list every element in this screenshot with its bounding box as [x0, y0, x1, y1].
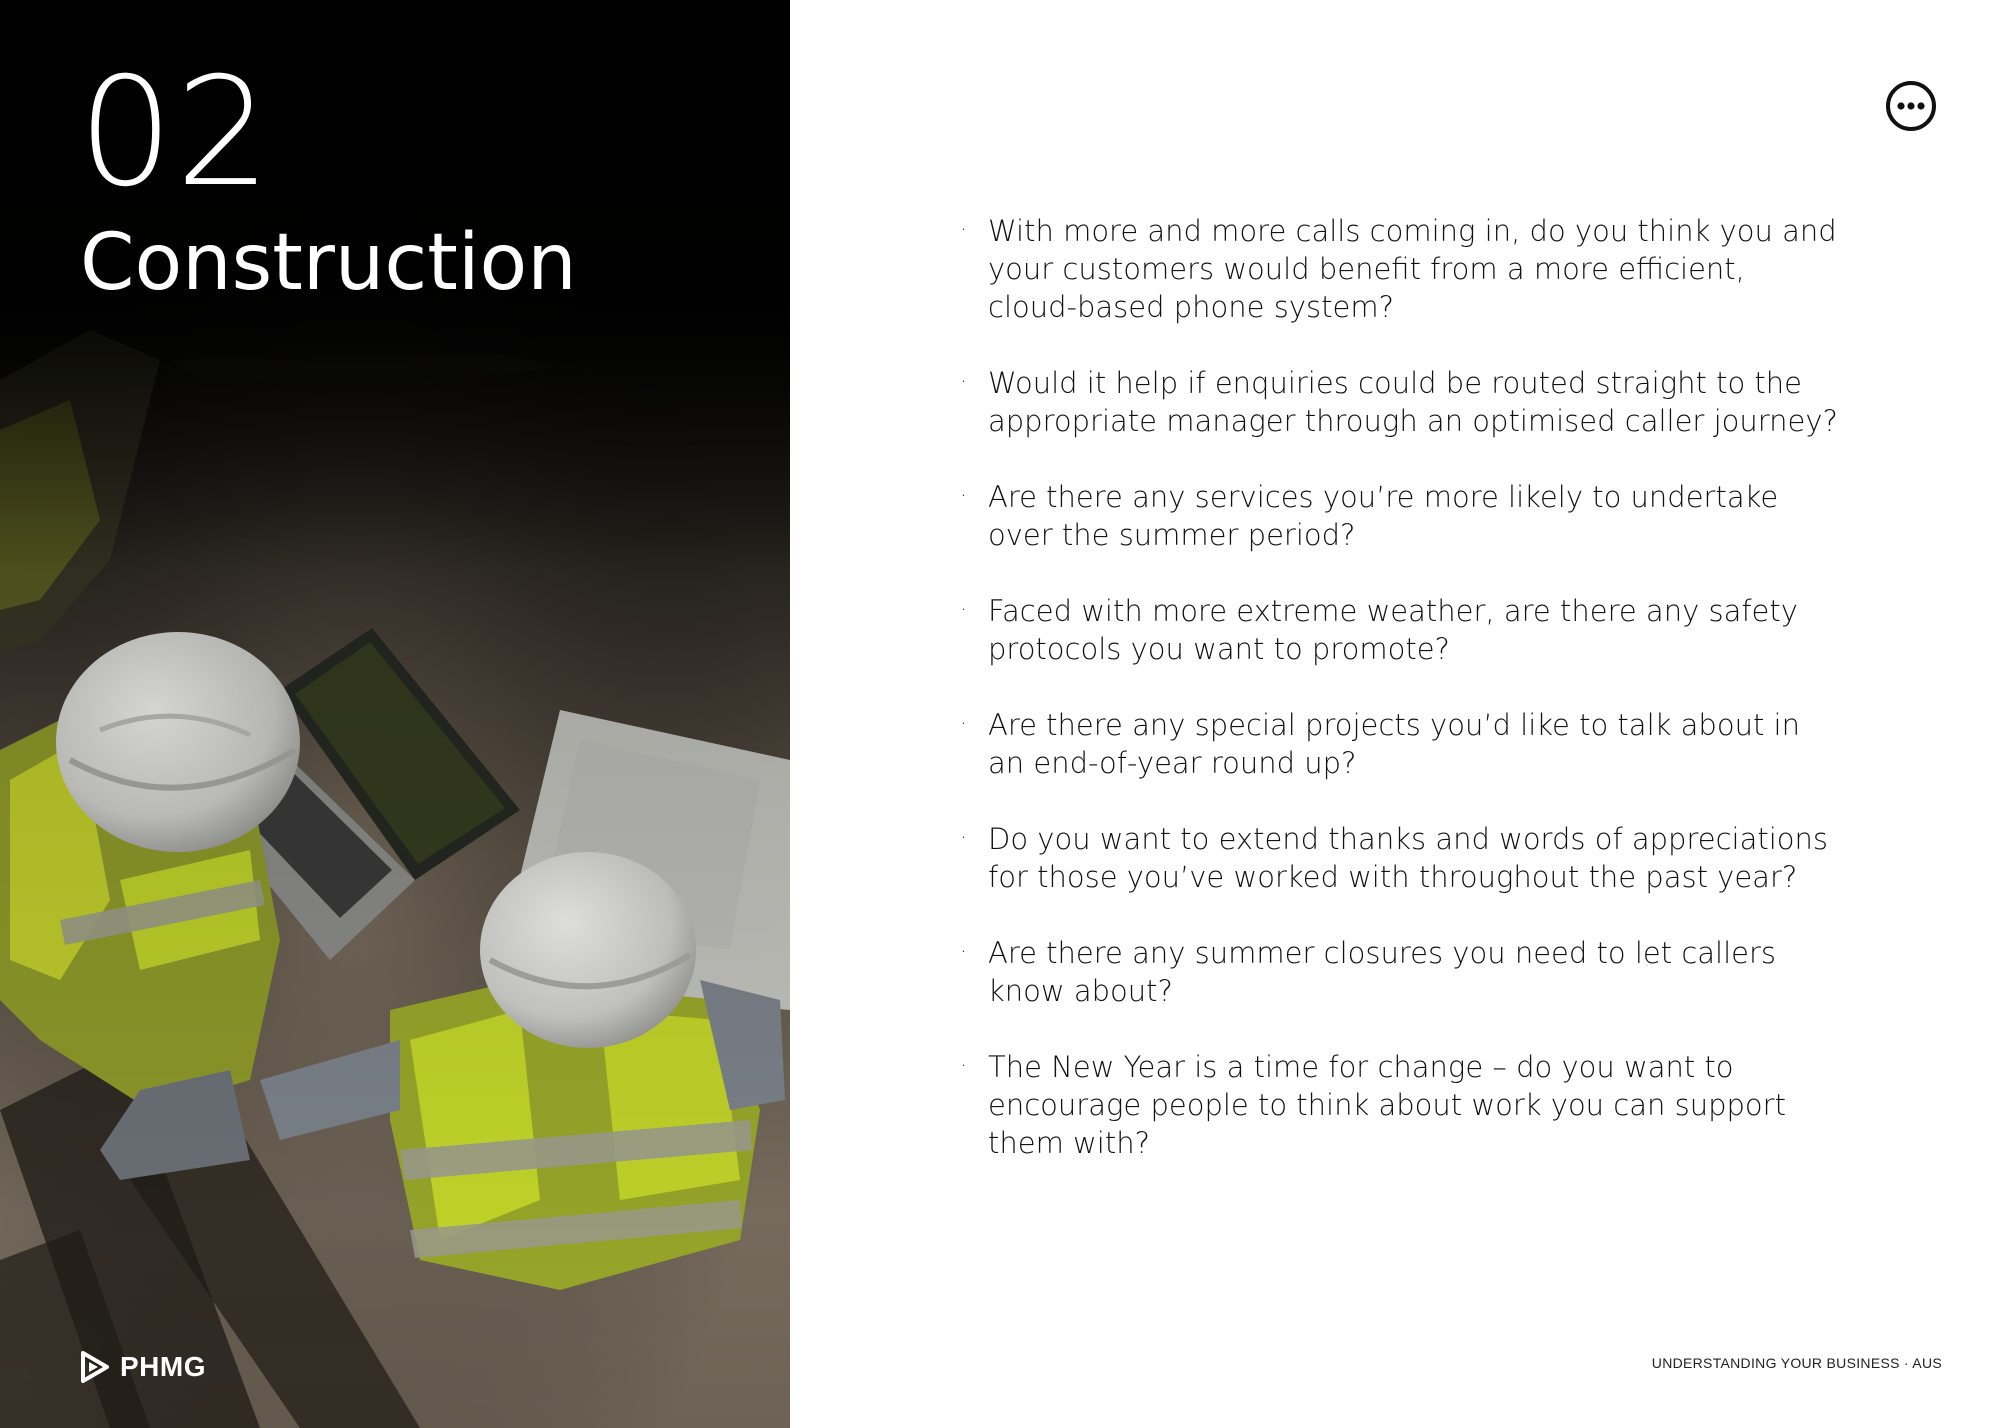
- bullet: ·: [960, 370, 967, 395]
- list-item: [960, 478, 1840, 554]
- bullet: ·: [960, 712, 967, 737]
- bullet: ·: [960, 940, 967, 965]
- question-list: [960, 212, 1840, 1200]
- question-text: Faced with more extreme weather, are there any safety protocols you want to promote?: [988, 594, 1798, 666]
- footer-text: UNDERSTANDING YOUR BUSINESS · AUS: [1651, 1355, 1942, 1371]
- list-item: [960, 592, 1840, 668]
- phmg-logo: [80, 1350, 206, 1384]
- play-triangle-icon: [80, 1350, 110, 1384]
- question-text: With more and more calls coming in, do you think you and your customers would benefit from a more efficient, cloud-based phone system?: [988, 214, 1837, 324]
- more-horizontal-icon[interactable]: [1885, 80, 1937, 132]
- section-title: Construction: [80, 218, 577, 308]
- logo-text: PHMG: [120, 1351, 206, 1382]
- list-item: [960, 820, 1840, 896]
- question-text: Are there any services you’re more likely to undertake over the summer period?: [988, 480, 1779, 552]
- question-text: The New Year is a time for change – do you want to encourage people to think about work you can support them with?: [988, 1050, 1786, 1160]
- question-text: Are there any summer closures you need to let callers know about?: [988, 936, 1777, 1008]
- bullet: ·: [960, 1054, 967, 1079]
- bullet: ·: [960, 826, 967, 851]
- hero-image-panel: [0, 0, 790, 1428]
- list-item: [960, 212, 1840, 326]
- question-text: Do you want to extend thanks and words of appreciations for those you’ve worked with throughout the past year?: [988, 822, 1829, 894]
- list-item: [960, 1048, 1840, 1162]
- question-text: Are there any special projects you’d like to talk about in an end-of-year round up?: [988, 708, 1800, 780]
- section-number: 02: [78, 46, 273, 220]
- bullet: ·: [960, 218, 967, 243]
- list-item: [960, 706, 1840, 782]
- question-text: Would it help if enquiries could be routed straight to the appropriate manager through an optimised caller journey?: [988, 366, 1838, 438]
- bullet: ·: [960, 598, 967, 623]
- bullet: ·: [960, 484, 967, 509]
- list-item: [960, 364, 1840, 440]
- list-item: [960, 934, 1840, 1010]
